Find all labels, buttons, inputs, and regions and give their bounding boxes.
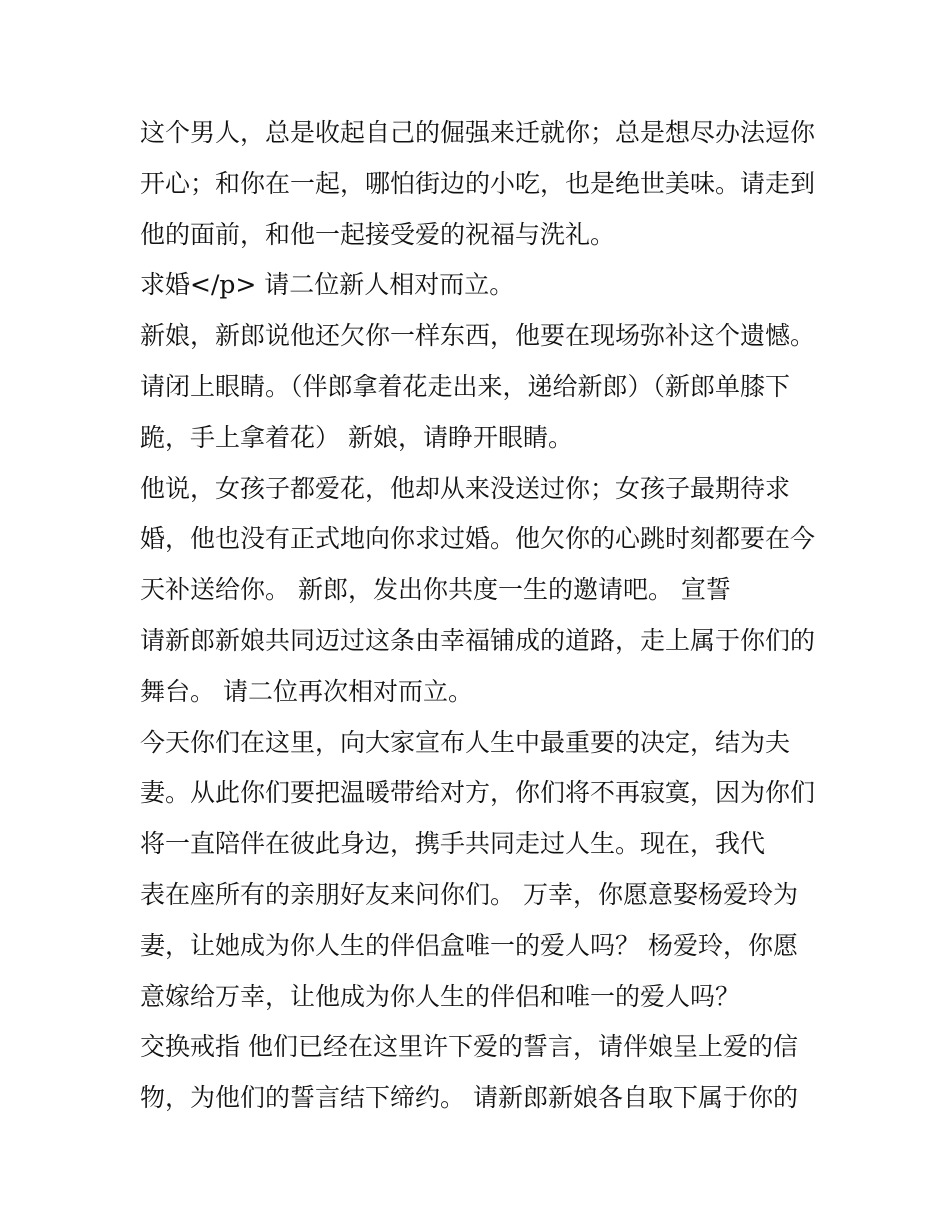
text-line: 今天你们在这里，向大家宣布人生中最重要的决定，结为夫 xyxy=(140,727,791,757)
text-line: 意嫁给万幸，让他成为你人生的伴侣和唯一的爱人吗？ xyxy=(140,981,741,1011)
text-line: 这个男人，总是收起自己的倔强来迁就你；总是想尽办法逗你 xyxy=(140,118,816,147)
text-line: 请新郎新娘共同迈过这条由幸福铺成的道路，走上属于你们的 xyxy=(140,625,816,655)
text-line: 新娘，新郎说他还欠你一样东西，他要在现场弥补这个遗憾。 xyxy=(140,321,816,351)
text-line: 妻，让她成为你人生的伴侣盒唯一的爱人吗？ 杨爱玲，你愿 xyxy=(140,930,798,960)
text-line: 交换戒指 他们已经在这里许下爱的誓言，请伴娘呈上爱的信 xyxy=(140,1032,798,1062)
text-line: 跪，手上拿着花） 新娘，请睁开眼睛。 xyxy=(140,422,573,452)
text-line: 表在座所有的亲朋好友来问你们。 万幸，你愿意娶杨爱玲为 xyxy=(140,879,798,909)
text-line: 开心；和你在一起，哪怕街边的小吃，也是绝世美味。请走到 xyxy=(140,168,816,198)
text-line: 天补送给你。 新郎，发出你共度一生的邀请吧。 宣誓 xyxy=(140,575,731,605)
text-line: 他说，女孩子都爱花，他却从来没送过你；女孩子最期待求 xyxy=(140,473,791,503)
text-line: 请闭上眼睛。（伴郎拿着花走出来，递给新郎）（新郎单膝下 xyxy=(140,371,791,401)
text-line: 舞台。 请二位再次相对而立。 xyxy=(140,676,473,706)
text-line: 物，为他们的誓言结下缔约。 请新郎新娘各自取下属于你的 xyxy=(140,1083,798,1113)
text-line: 将一直陪伴在彼此身边，携手共同走过人生。现在，我代 xyxy=(140,829,766,859)
document-body xyxy=(140,108,820,1124)
text-line: 婚，他也没有正式地向你求过婚。他欠你的心跳时刻都要在今 xyxy=(140,524,816,554)
text-line: 妻。从此你们要把温暖带给对方，你们将不再寂寞，因为你们 xyxy=(140,778,816,808)
text-line: 求婚</p> 请二位新人相对而立。 xyxy=(140,270,515,300)
text-line: 他的面前，和他一起接受爱的祝福与洗礼。 xyxy=(140,219,616,249)
